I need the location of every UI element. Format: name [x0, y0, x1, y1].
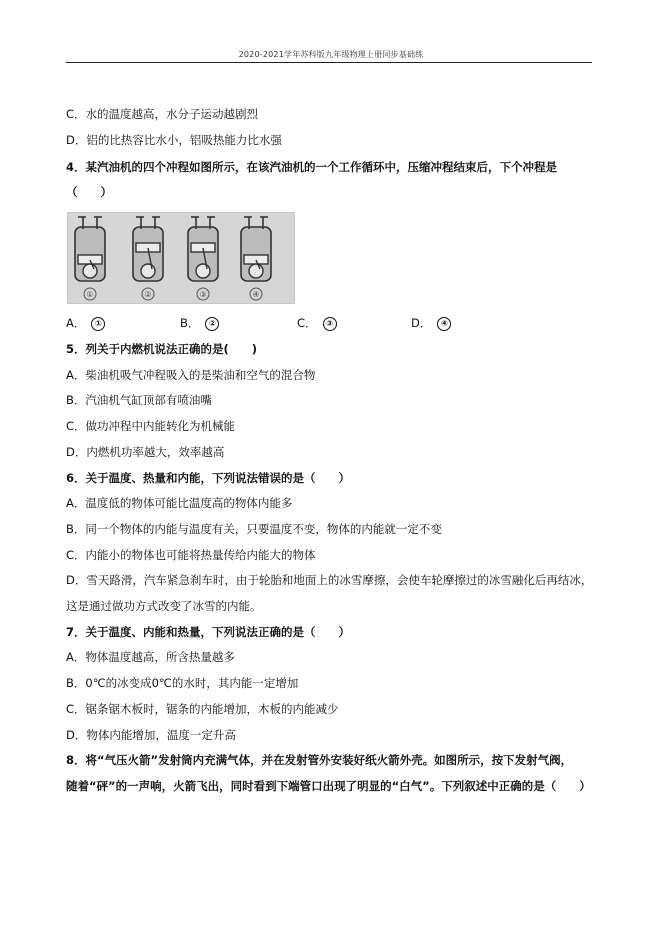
- stroke-number-label: ①: [86, 290, 94, 299]
- text-line: C．水的温度越高，水分子运动越剧烈: [66, 107, 259, 121]
- piston: [78, 255, 102, 264]
- text-line: A．柴油机吸气冲程吸入的是柴油和空气的混合物: [66, 367, 316, 382]
- header-divider: [66, 62, 592, 63]
- q4-option: [411, 316, 451, 331]
- option-value: ①: [91, 317, 105, 331]
- crankshaft: [196, 264, 210, 278]
- text-line: B．汽油机气缸顶部有喷油嘴: [66, 393, 212, 408]
- q4-options: [66, 316, 586, 332]
- q4-option: [66, 316, 105, 331]
- option-value: ④: [437, 317, 451, 331]
- text-line: B．同一个物体的内能与温度有关，只要温度不变，物体的内能就一定不变: [66, 521, 442, 536]
- stroke-number-label: ③: [199, 290, 207, 299]
- text-line: 8．将“气压火箭”发射筒内充满气体，并在发射管外安装好纸火箭外壳。如图所示，按下发射气阀，: [66, 753, 573, 768]
- text-line: B．0℃的冰变成0℃的水时，其内能一定增加: [66, 676, 299, 691]
- text-line: 7．关于温度、内能和热量，下列说法正确的是（ ）: [66, 624, 350, 639]
- crankshaft: [83, 264, 97, 278]
- text-line: C．做功冲程中内能转化为机械能: [66, 419, 236, 434]
- text-line: C．内能小的物体也可能将热量传给内能大的物体: [66, 547, 316, 562]
- option-value: ②: [205, 317, 219, 331]
- text-line: 6．关于温度、热量和内能，下列说法错误的是（ ）: [66, 470, 350, 485]
- text-line: 5．列关于内燃机说法正确的是( ): [66, 342, 258, 356]
- crankshaft: [249, 264, 263, 278]
- q4-option: [180, 316, 219, 331]
- piston: [244, 255, 268, 264]
- crankshaft: [141, 264, 155, 278]
- text-line: 这是通过做功方式改变了冰雪的内能。: [66, 599, 262, 613]
- option-value: ③: [323, 317, 337, 331]
- text-line: A．温度低的物体可能比温度高的物体内能多: [66, 496, 293, 511]
- stroke-number-label: ④: [252, 290, 260, 299]
- engine-strokes-illustration: [68, 213, 294, 303]
- page-header: 2020-2021学年苏科版九年级物理上册同步基础练: [238, 50, 424, 59]
- text-line: D．铝的比热容比水小，铝吸热能力比水强: [66, 133, 282, 147]
- text-line: （ ）: [66, 185, 112, 199]
- text-line: 4．某汽油机的四个冲程如图所示，在该汽油机的一个工作循环中，压缩冲程结束后，下个冲程是: [66, 160, 557, 174]
- q4-option: [297, 316, 337, 331]
- option-letter: C．: [297, 316, 317, 330]
- option-letter: D．: [411, 316, 432, 330]
- engine-strokes-figure: [67, 212, 295, 304]
- stroke-number-label: ②: [144, 290, 152, 299]
- text-line: A．物体温度越高，所含热量越多: [66, 650, 235, 665]
- text-line: D．内燃机功率越大，效率越高: [66, 444, 225, 459]
- text-line: D．物体内能增加，温度一定升高: [66, 727, 236, 742]
- text-line: 随着“砰”的一声响，火箭飞出，同时看到下端管口出现了明显的“白气”。下列叙述中正确的是（ ）: [66, 778, 591, 793]
- option-letter: B．: [180, 316, 200, 330]
- text-line: D．雪天路滑，汽车紧急刹车时，由于轮胎和地面上的冰雪摩擦，会使车轮摩擦过的冰雪融化后再结冰，: [66, 573, 593, 588]
- text-line: C．锯条锯木板时，锯条的内能增加，木板的内能减少: [66, 701, 339, 716]
- option-letter: A．: [66, 316, 86, 330]
